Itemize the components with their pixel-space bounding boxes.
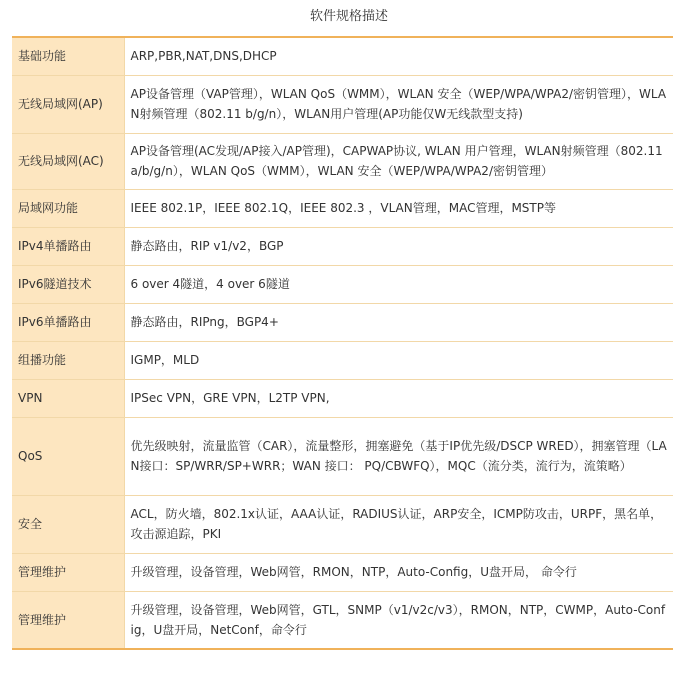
row-value: AP设备管理（VAP管理），WLAN QoS（WMM），WLAN 安全（WEP/WPA/WPA2/密钥管理），WLAN射频管理（802.11 b/g/n），WLAN用户管理(AP功能仅W无线款型支持) <box>124 75 673 133</box>
table-row <box>12 265 673 303</box>
row-label: VPN <box>12 379 124 417</box>
row-value: IGMP，MLD <box>124 341 673 379</box>
row-label: 组播功能 <box>12 341 124 379</box>
row-label: IPv6隧道技术 <box>12 265 124 303</box>
row-value: 优先级映射，流量监管（CAR），流量整形，拥塞避免（基于IP优先级/DSCP WRED），拥塞管理（LAN接口：SP/WRR/SP+WRR；WAN 接口： PQ/CBWFQ），MQC（流分类，流行为，流策略） <box>124 417 673 495</box>
row-label: IPv4单播路由 <box>12 227 124 265</box>
row-value: 静态路由，RIP v1/v2，BGP <box>124 227 673 265</box>
table-row <box>12 495 673 553</box>
row-value: AP设备管理(AC发现/AP接入/AP管理)，CAPWAP协议, WLAN 用户管理，WLAN射频管理（802.11a/b/g/n），WLAN QoS（WMM），WLAN 安全（WEP/WPA/WPA2/密钥管理） <box>124 133 673 189</box>
spec-table <box>12 36 673 650</box>
row-label: 局域网功能 <box>12 189 124 227</box>
row-label: IPv6单播路由 <box>12 303 124 341</box>
table-row <box>12 553 673 591</box>
table-row <box>12 37 673 75</box>
table-row <box>12 189 673 227</box>
row-value: 6 over 4隧道，4 over 6隧道 <box>124 265 673 303</box>
table-row <box>12 379 673 417</box>
table-row <box>12 417 673 495</box>
table-row <box>12 133 673 189</box>
row-value: 升级管理，设备管理，Web网管，GTL，SNMP（v1/v2c/v3），RMON，NTP，CWMP，Auto-Config，U盘开局，NetConf，命令行 <box>124 591 673 649</box>
row-value: 静态路由，RIPng，BGP4+ <box>124 303 673 341</box>
row-label: 安全 <box>12 495 124 553</box>
row-value: ACL，防火墙，802.1x认证，AAA认证，RADIUS认证，ARP安全，ICMP防攻击，URPF，黑名单，攻击源追踪，PKI <box>124 495 673 553</box>
row-label: 管理维护 <box>12 553 124 591</box>
row-label: 管理维护 <box>12 591 124 649</box>
row-label: 无线局域网(AC) <box>12 133 124 189</box>
row-label: QoS <box>12 417 124 495</box>
row-value: IPSec VPN，GRE VPN，L2TP VPN, <box>124 379 673 417</box>
table-row <box>12 591 673 649</box>
row-label: 基础功能 <box>12 37 124 75</box>
table-row <box>12 227 673 265</box>
table-row <box>12 75 673 133</box>
table-row <box>12 303 673 341</box>
row-value: IEEE 802.1P，IEEE 802.1Q，IEEE 802.3 ，VLAN管理，MAC管理，MSTP等 <box>124 189 673 227</box>
page-title: 软件规格描述 <box>309 9 388 24</box>
table-row <box>12 341 673 379</box>
row-value: ARP,PBR,NAT,DNS,DHCP <box>124 37 673 75</box>
row-label: 无线局域网(AP) <box>12 75 124 133</box>
row-value: 升级管理，设备管理，Web网管，RMON，NTP，Auto-Config，U盘开局， 命令行 <box>124 553 673 591</box>
